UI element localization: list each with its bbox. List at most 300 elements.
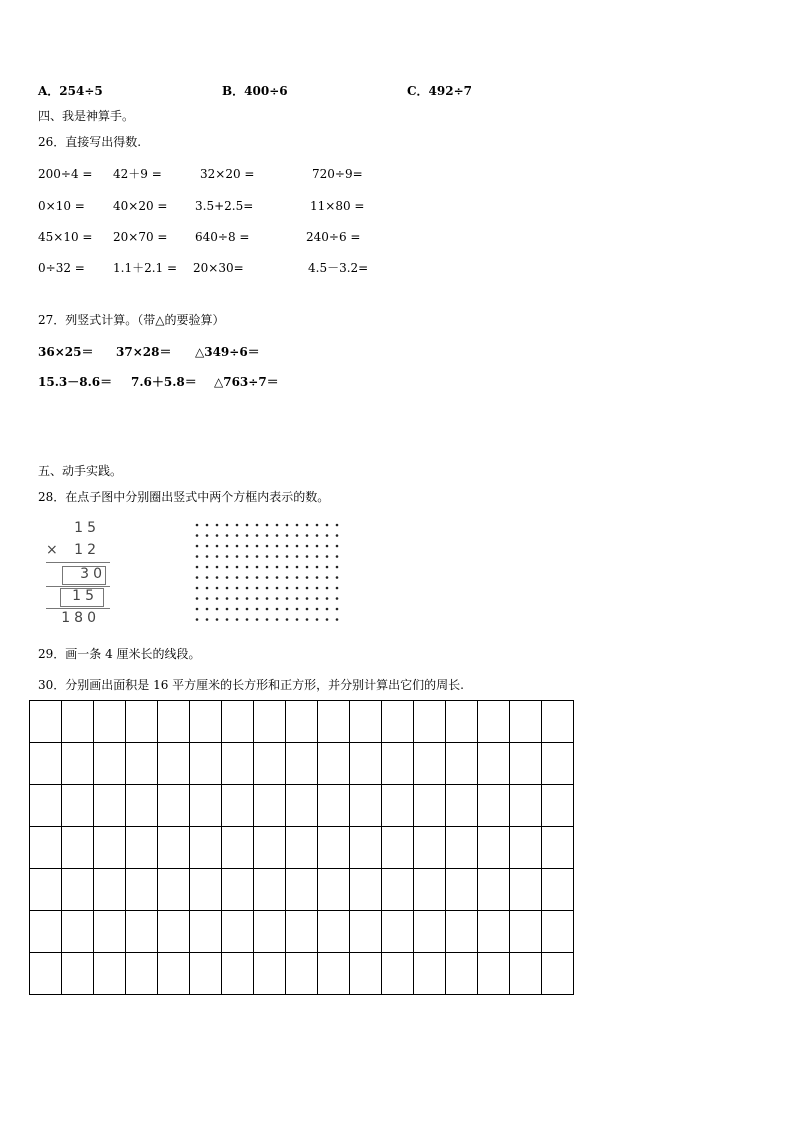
grid-cell[interactable] bbox=[94, 911, 126, 953]
dot[interactable] bbox=[226, 534, 229, 537]
q27-item: △763÷7＝ bbox=[214, 375, 279, 389]
grid-cell[interactable] bbox=[126, 869, 158, 911]
dot[interactable] bbox=[316, 618, 319, 621]
grid-cell[interactable] bbox=[414, 743, 446, 785]
grid-cell[interactable] bbox=[222, 911, 254, 953]
dot[interactable] bbox=[266, 608, 269, 611]
grid-cell[interactable] bbox=[126, 911, 158, 953]
dot[interactable] bbox=[246, 534, 249, 537]
dot[interactable] bbox=[316, 566, 319, 569]
grid-cell[interactable] bbox=[222, 743, 254, 785]
grid-cell[interactable] bbox=[158, 953, 190, 995]
grid-cell[interactable] bbox=[190, 911, 222, 953]
dot[interactable] bbox=[316, 555, 319, 558]
dot[interactable] bbox=[256, 545, 259, 548]
dot[interactable] bbox=[236, 576, 239, 579]
grid-cell[interactable] bbox=[62, 743, 94, 785]
dot[interactable] bbox=[276, 545, 279, 548]
grid-cell[interactable] bbox=[222, 827, 254, 869]
dot[interactable] bbox=[246, 608, 249, 611]
grid-cell[interactable] bbox=[542, 869, 574, 911]
option-a: A．254÷5 bbox=[38, 84, 103, 98]
q26-item: 200÷4 = bbox=[38, 167, 93, 181]
grid-cell[interactable] bbox=[286, 701, 318, 743]
dot[interactable] bbox=[286, 545, 289, 548]
dot[interactable] bbox=[256, 534, 259, 537]
dot[interactable] bbox=[226, 555, 229, 558]
dot[interactable] bbox=[276, 608, 279, 611]
grid-cell[interactable] bbox=[94, 743, 126, 785]
grid-cell[interactable] bbox=[254, 953, 286, 995]
dot[interactable] bbox=[236, 566, 239, 569]
dot[interactable] bbox=[266, 566, 269, 569]
dot[interactable] bbox=[256, 618, 259, 621]
dot[interactable] bbox=[226, 597, 229, 600]
dot[interactable] bbox=[206, 534, 209, 537]
dot[interactable] bbox=[226, 587, 229, 590]
dot[interactable] bbox=[316, 597, 319, 600]
grid-cell[interactable] bbox=[286, 869, 318, 911]
dot[interactable] bbox=[296, 608, 299, 611]
grid-cell[interactable] bbox=[318, 911, 350, 953]
grid-cell[interactable] bbox=[222, 785, 254, 827]
grid-cell[interactable] bbox=[414, 911, 446, 953]
dot[interactable] bbox=[226, 576, 229, 579]
dot[interactable] bbox=[296, 555, 299, 558]
grid-cell[interactable] bbox=[446, 869, 478, 911]
dot[interactable] bbox=[216, 524, 219, 527]
dot[interactable] bbox=[306, 555, 309, 558]
dot[interactable] bbox=[306, 545, 309, 548]
dot[interactable] bbox=[296, 566, 299, 569]
grid-cell[interactable] bbox=[542, 953, 574, 995]
grid-cell[interactable] bbox=[94, 953, 126, 995]
dot[interactable] bbox=[296, 545, 299, 548]
grid-row bbox=[30, 743, 574, 785]
dot[interactable] bbox=[246, 566, 249, 569]
grid-row bbox=[30, 827, 574, 869]
grid-row bbox=[30, 911, 574, 953]
grid-cell[interactable] bbox=[190, 785, 222, 827]
grid-cell[interactable] bbox=[222, 953, 254, 995]
grid-cell[interactable] bbox=[190, 953, 222, 995]
dot[interactable] bbox=[316, 524, 319, 527]
q26-item: 720÷9= bbox=[312, 167, 363, 181]
dot[interactable] bbox=[246, 618, 249, 621]
grid-cell[interactable] bbox=[190, 743, 222, 785]
grid-cell[interactable] bbox=[350, 785, 382, 827]
grid-cell[interactable] bbox=[62, 953, 94, 995]
dot[interactable] bbox=[286, 534, 289, 537]
dot[interactable] bbox=[196, 576, 199, 579]
section5-heading: 五、动手实践。 bbox=[38, 464, 123, 478]
dot[interactable] bbox=[276, 597, 279, 600]
dot[interactable] bbox=[206, 597, 209, 600]
dot[interactable] bbox=[256, 576, 259, 579]
dot[interactable] bbox=[196, 618, 199, 621]
calc-partial-1: 30 bbox=[80, 566, 106, 582]
dot[interactable] bbox=[216, 576, 219, 579]
grid-cell[interactable] bbox=[478, 785, 510, 827]
grid-cell[interactable] bbox=[94, 785, 126, 827]
dot[interactable] bbox=[266, 545, 269, 548]
grid-cell[interactable] bbox=[414, 827, 446, 869]
q26-item: 240÷6 = bbox=[306, 230, 361, 244]
dot[interactable] bbox=[216, 534, 219, 537]
grid-cell[interactable] bbox=[478, 827, 510, 869]
dot[interactable] bbox=[246, 524, 249, 527]
dot[interactable] bbox=[306, 608, 309, 611]
grid-cell[interactable] bbox=[350, 869, 382, 911]
grid-cell[interactable] bbox=[382, 827, 414, 869]
dot[interactable] bbox=[326, 545, 329, 548]
dot[interactable] bbox=[256, 555, 259, 558]
q26-item: 42＋9 = bbox=[113, 167, 162, 181]
grid-cell[interactable] bbox=[286, 911, 318, 953]
dot[interactable] bbox=[206, 587, 209, 590]
dot[interactable] bbox=[256, 597, 259, 600]
grid-cell[interactable] bbox=[94, 701, 126, 743]
grid-cell[interactable] bbox=[414, 953, 446, 995]
dot[interactable] bbox=[266, 524, 269, 527]
dot[interactable] bbox=[196, 587, 199, 590]
dot[interactable] bbox=[336, 566, 339, 569]
dot[interactable] bbox=[276, 534, 279, 537]
dot[interactable] bbox=[296, 597, 299, 600]
dot[interactable] bbox=[326, 608, 329, 611]
grid-cell[interactable] bbox=[414, 785, 446, 827]
grid-cell[interactable] bbox=[126, 827, 158, 869]
grid-cell[interactable] bbox=[542, 743, 574, 785]
q26-item: 4.5－3.2= bbox=[308, 261, 369, 275]
grid-cell[interactable] bbox=[286, 785, 318, 827]
grid-cell[interactable] bbox=[446, 827, 478, 869]
dot[interactable] bbox=[316, 608, 319, 611]
dot[interactable] bbox=[306, 597, 309, 600]
dot[interactable] bbox=[296, 534, 299, 537]
grid-cell[interactable] bbox=[318, 869, 350, 911]
grid-cell[interactable] bbox=[478, 953, 510, 995]
dot[interactable] bbox=[206, 566, 209, 569]
grid-cell[interactable] bbox=[286, 953, 318, 995]
dot[interactable] bbox=[286, 587, 289, 590]
grid-cell[interactable] bbox=[158, 827, 190, 869]
dot[interactable] bbox=[256, 587, 259, 590]
grid-cell[interactable] bbox=[510, 827, 542, 869]
q26-item: 20×30= bbox=[193, 261, 244, 275]
q26-item: 0×10 = bbox=[38, 199, 85, 213]
dot[interactable] bbox=[306, 524, 309, 527]
q30-title: 30．分别画出面积是 16 平方厘米的长方形和正方形，并分别计算出它们的周长. bbox=[38, 678, 464, 692]
dot[interactable] bbox=[196, 555, 199, 558]
dot[interactable] bbox=[326, 618, 329, 621]
grid-row bbox=[30, 785, 574, 827]
grid-cell[interactable] bbox=[446, 953, 478, 995]
grid-cell[interactable] bbox=[446, 701, 478, 743]
dot[interactable] bbox=[216, 618, 219, 621]
grid-cell[interactable] bbox=[62, 911, 94, 953]
dot[interactable] bbox=[226, 524, 229, 527]
dot[interactable] bbox=[236, 534, 239, 537]
grid-cell[interactable] bbox=[446, 743, 478, 785]
grid-cell[interactable] bbox=[126, 743, 158, 785]
dot[interactable] bbox=[266, 534, 269, 537]
dot[interactable] bbox=[306, 566, 309, 569]
dot[interactable] bbox=[306, 618, 309, 621]
dot[interactable] bbox=[286, 618, 289, 621]
grid-cell[interactable] bbox=[510, 911, 542, 953]
grid-cell[interactable] bbox=[382, 869, 414, 911]
grid-cell[interactable] bbox=[158, 911, 190, 953]
dot[interactable] bbox=[206, 576, 209, 579]
q26-item: 640÷8 = bbox=[195, 230, 250, 244]
dot[interactable] bbox=[316, 534, 319, 537]
grid-cell[interactable] bbox=[318, 743, 350, 785]
grid-cell[interactable] bbox=[350, 911, 382, 953]
dot[interactable] bbox=[236, 524, 239, 527]
q27-item: 36×25＝ bbox=[38, 345, 94, 359]
dot-grid[interactable] bbox=[195, 523, 341, 629]
grid-cell[interactable] bbox=[126, 701, 158, 743]
dot[interactable] bbox=[336, 597, 339, 600]
grid-cell[interactable] bbox=[254, 743, 286, 785]
q26-item: 20×70 = bbox=[113, 230, 168, 244]
dot[interactable] bbox=[236, 618, 239, 621]
dot[interactable] bbox=[226, 608, 229, 611]
dot[interactable] bbox=[316, 576, 319, 579]
grid-cell[interactable] bbox=[62, 701, 94, 743]
dot[interactable] bbox=[206, 618, 209, 621]
grid-cell[interactable] bbox=[254, 911, 286, 953]
dot[interactable] bbox=[236, 608, 239, 611]
dot[interactable] bbox=[256, 566, 259, 569]
dot[interactable] bbox=[196, 608, 199, 611]
grid-cell[interactable] bbox=[446, 911, 478, 953]
dot[interactable] bbox=[336, 524, 339, 527]
calc-result: 180 bbox=[61, 610, 100, 626]
grid-cell[interactable] bbox=[350, 743, 382, 785]
dot[interactable] bbox=[196, 597, 199, 600]
grid-cell[interactable] bbox=[318, 953, 350, 995]
calc-top-number: 15 bbox=[74, 520, 100, 536]
dot[interactable] bbox=[326, 566, 329, 569]
grid-cell[interactable] bbox=[94, 869, 126, 911]
dot[interactable] bbox=[326, 555, 329, 558]
grid-cell[interactable] bbox=[510, 869, 542, 911]
dot[interactable] bbox=[296, 587, 299, 590]
dot[interactable] bbox=[216, 566, 219, 569]
dot[interactable] bbox=[276, 576, 279, 579]
dot[interactable] bbox=[206, 524, 209, 527]
dot[interactable] bbox=[326, 524, 329, 527]
grid-cell[interactable] bbox=[254, 701, 286, 743]
grid-cell[interactable] bbox=[30, 911, 62, 953]
grid-cell[interactable] bbox=[30, 953, 62, 995]
dot[interactable] bbox=[316, 587, 319, 590]
dot[interactable] bbox=[226, 566, 229, 569]
grid-cell[interactable] bbox=[30, 701, 62, 743]
grid-cell[interactable] bbox=[446, 785, 478, 827]
dot[interactable] bbox=[286, 597, 289, 600]
q27-title: 27．列竖式计算。（带△的要验算） bbox=[38, 313, 225, 327]
dot[interactable] bbox=[336, 608, 339, 611]
dot[interactable] bbox=[306, 587, 309, 590]
grid-cell[interactable] bbox=[254, 869, 286, 911]
grid-cell[interactable] bbox=[414, 869, 446, 911]
dot[interactable] bbox=[266, 587, 269, 590]
dot[interactable] bbox=[266, 576, 269, 579]
q26-item: 45×10 = bbox=[38, 230, 93, 244]
dot[interactable] bbox=[216, 608, 219, 611]
dot[interactable] bbox=[216, 587, 219, 590]
grid-cell[interactable] bbox=[510, 953, 542, 995]
dot[interactable] bbox=[226, 618, 229, 621]
dot[interactable] bbox=[276, 566, 279, 569]
grid-cell[interactable] bbox=[542, 827, 574, 869]
dot[interactable] bbox=[296, 524, 299, 527]
dot[interactable] bbox=[246, 555, 249, 558]
dot[interactable] bbox=[286, 524, 289, 527]
dot[interactable] bbox=[276, 587, 279, 590]
dot[interactable] bbox=[266, 555, 269, 558]
grid-cell[interactable] bbox=[126, 785, 158, 827]
dot[interactable] bbox=[216, 555, 219, 558]
grid-cell[interactable] bbox=[286, 743, 318, 785]
dot[interactable] bbox=[326, 587, 329, 590]
grid-cell[interactable] bbox=[62, 827, 94, 869]
grid-cell[interactable] bbox=[510, 743, 542, 785]
dot[interactable] bbox=[266, 618, 269, 621]
grid-cell[interactable] bbox=[190, 869, 222, 911]
dot[interactable] bbox=[296, 576, 299, 579]
grid-cell[interactable] bbox=[158, 743, 190, 785]
grid-cell[interactable] bbox=[478, 911, 510, 953]
grid-cell[interactable] bbox=[30, 827, 62, 869]
grid-cell[interactable] bbox=[126, 953, 158, 995]
dot[interactable] bbox=[336, 545, 339, 548]
grid-cell[interactable] bbox=[350, 701, 382, 743]
dot[interactable] bbox=[336, 618, 339, 621]
grid-cell[interactable] bbox=[158, 785, 190, 827]
dot[interactable] bbox=[286, 608, 289, 611]
dot[interactable] bbox=[316, 545, 319, 548]
dot[interactable] bbox=[256, 608, 259, 611]
dot[interactable] bbox=[216, 545, 219, 548]
dot[interactable] bbox=[246, 587, 249, 590]
dot[interactable] bbox=[236, 555, 239, 558]
grid-cell[interactable] bbox=[222, 869, 254, 911]
grid-cell[interactable] bbox=[542, 701, 574, 743]
grid-cell[interactable] bbox=[286, 827, 318, 869]
dot[interactable] bbox=[246, 597, 249, 600]
section4-heading: 四、我是神算手。 bbox=[38, 109, 135, 123]
grid-cell[interactable] bbox=[382, 743, 414, 785]
dot[interactable] bbox=[256, 524, 259, 527]
grid-cell[interactable] bbox=[382, 701, 414, 743]
dot[interactable] bbox=[336, 534, 339, 537]
grid-cell[interactable] bbox=[94, 827, 126, 869]
dot[interactable] bbox=[236, 545, 239, 548]
dot[interactable] bbox=[286, 576, 289, 579]
dot[interactable] bbox=[276, 618, 279, 621]
q28-title: 28．在点子图中分别圈出竖式中两个方框内表示的数。 bbox=[38, 490, 330, 504]
dot[interactable] bbox=[296, 618, 299, 621]
grid-cell[interactable] bbox=[158, 869, 190, 911]
grid-cell[interactable] bbox=[350, 953, 382, 995]
dot[interactable] bbox=[326, 576, 329, 579]
grid-cell[interactable] bbox=[382, 785, 414, 827]
dot[interactable] bbox=[306, 576, 309, 579]
dot[interactable] bbox=[206, 555, 209, 558]
grid-cell[interactable] bbox=[382, 911, 414, 953]
dot[interactable] bbox=[206, 545, 209, 548]
dot[interactable] bbox=[266, 597, 269, 600]
grid-cell[interactable] bbox=[510, 701, 542, 743]
dot[interactable] bbox=[306, 534, 309, 537]
grid-cell[interactable] bbox=[190, 701, 222, 743]
drawing-grid[interactable] bbox=[29, 700, 574, 995]
grid-cell[interactable] bbox=[190, 827, 222, 869]
grid-cell[interactable] bbox=[318, 827, 350, 869]
dot[interactable] bbox=[276, 555, 279, 558]
grid-cell[interactable] bbox=[542, 785, 574, 827]
q29-title: 29．画一条 4 厘米长的线段。 bbox=[38, 647, 201, 661]
dot[interactable] bbox=[336, 555, 339, 558]
grid-cell[interactable] bbox=[158, 701, 190, 743]
grid-cell[interactable] bbox=[30, 785, 62, 827]
dot[interactable] bbox=[246, 576, 249, 579]
dot[interactable] bbox=[336, 576, 339, 579]
grid-cell[interactable] bbox=[478, 743, 510, 785]
dot[interactable] bbox=[286, 566, 289, 569]
dot[interactable] bbox=[196, 566, 199, 569]
grid-cell[interactable] bbox=[254, 827, 286, 869]
grid-cell[interactable] bbox=[318, 785, 350, 827]
q26-item: 1.1＋2.1 = bbox=[113, 261, 178, 275]
dot[interactable] bbox=[196, 534, 199, 537]
q27-item: 37×28＝ bbox=[116, 345, 172, 359]
grid-cell[interactable] bbox=[318, 701, 350, 743]
dot[interactable] bbox=[196, 524, 199, 527]
dot[interactable] bbox=[226, 545, 229, 548]
grid-cell[interactable] bbox=[382, 953, 414, 995]
dot[interactable] bbox=[216, 597, 219, 600]
dot[interactable] bbox=[246, 545, 249, 548]
dot[interactable] bbox=[196, 545, 199, 548]
dot[interactable] bbox=[236, 597, 239, 600]
dot[interactable] bbox=[336, 587, 339, 590]
grid-cell[interactable] bbox=[62, 869, 94, 911]
grid-cell[interactable] bbox=[478, 869, 510, 911]
grid-cell[interactable] bbox=[62, 785, 94, 827]
grid-cell[interactable] bbox=[254, 785, 286, 827]
dot[interactable] bbox=[326, 597, 329, 600]
grid-cell[interactable] bbox=[30, 743, 62, 785]
grid-cell[interactable] bbox=[30, 869, 62, 911]
dot[interactable] bbox=[326, 534, 329, 537]
grid-cell[interactable] bbox=[350, 827, 382, 869]
dot[interactable] bbox=[286, 555, 289, 558]
grid-cell[interactable] bbox=[542, 911, 574, 953]
dot[interactable] bbox=[276, 524, 279, 527]
dot[interactable] bbox=[206, 608, 209, 611]
grid-cell[interactable] bbox=[510, 785, 542, 827]
grid-cell[interactable] bbox=[222, 701, 254, 743]
dot[interactable] bbox=[236, 587, 239, 590]
grid-cell[interactable] bbox=[478, 701, 510, 743]
q27-item: 7.6＋5.8＝ bbox=[131, 375, 197, 389]
grid-cell[interactable] bbox=[414, 701, 446, 743]
